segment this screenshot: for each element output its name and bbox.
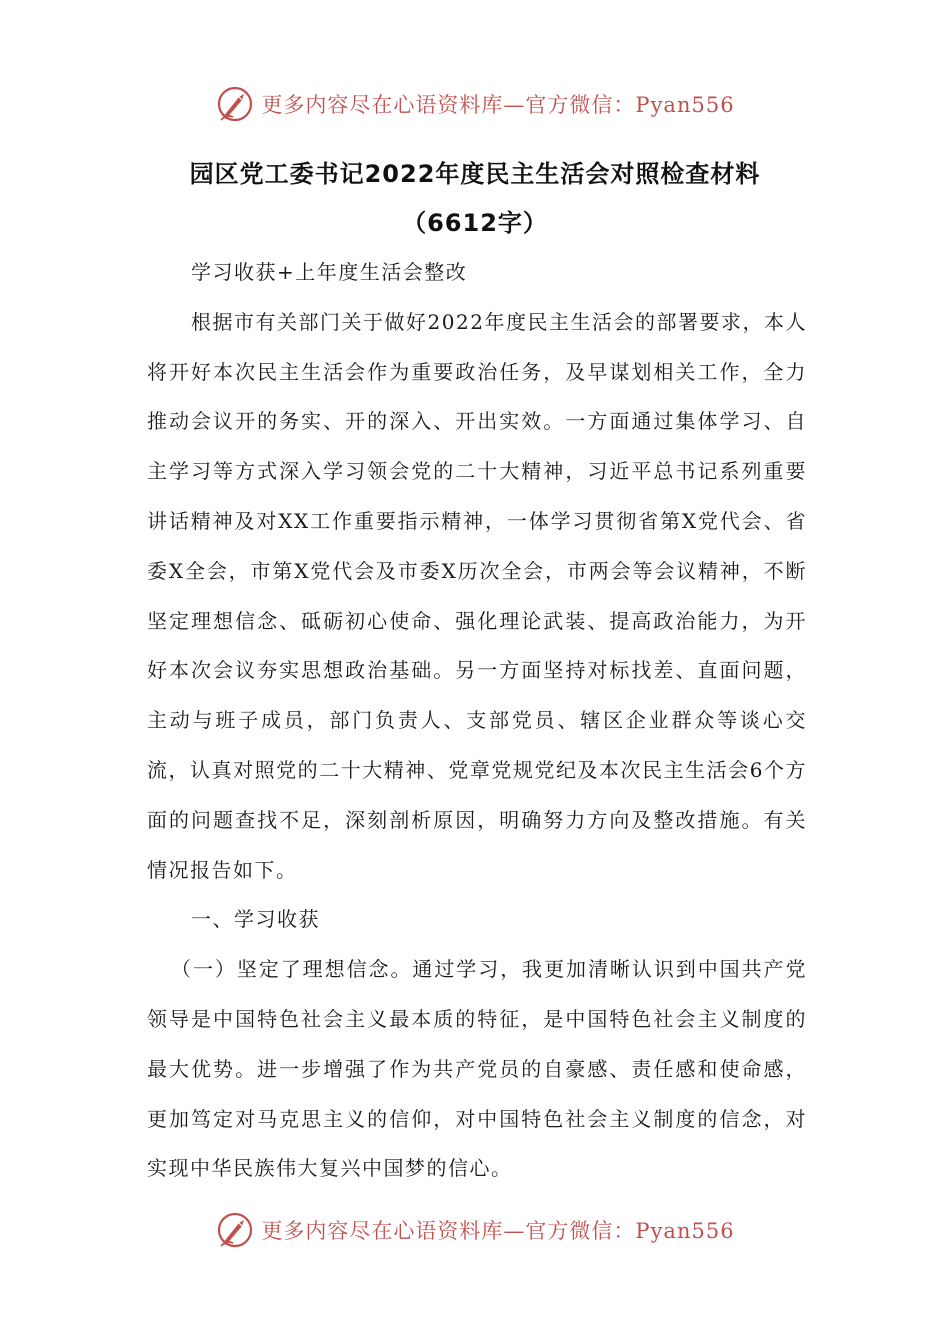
watermark-banner-bottom xyxy=(0,1208,950,1252)
pen-logo-icon xyxy=(215,84,255,124)
document-body xyxy=(147,248,807,1194)
watermark-text: 更多内容尽在心语资料库—官方微信：Pyan556 xyxy=(261,1219,735,1243)
document-word-count: （6612字） xyxy=(402,209,548,237)
body-paragraph: 根据市有关部门关于做好2022年度民主生活会的部署要求，本人将开好本次民主生活会作为重要政治任务，及早谋划相关工作，全力推动会议开的务实、开的深入、开出实效。一方面通过集体学习、自主学习等方式深入学习领会党的二十大精神，习近平总书记系列重要讲话精神及对XX工作重要指示精神，一体学习贯彻省第X党代会、省委X全会，市第X党代会及市委X历次全会，市两会等会议精神，不断坚定理想信念、砥砺初心使命、强化理论武装、提高政治能力，为开好本次会议夯实思想政治基础。另一方面坚持对标找差、直面问题，主动与班子成员，部门负责人、支部党员、辖区企业群众等谈心交流，认真对照党的二十大精神、党章党规党纪及本次民主生活会6个方面的问题查找不足，深刻剖析原因，明确努力方向及整改措施。有关情况报告如下。 xyxy=(147,309,807,882)
watermark-banner-top xyxy=(0,82,950,126)
watermark-text: 更多内容尽在心语资料库—官方微信：Pyan556 xyxy=(261,93,735,117)
document-title: 园区党工委书记2022年度民主生活会对照检查材料 xyxy=(189,160,761,188)
body-paragraph: （一）坚定了理想信念。通过学习，我更加清晰认识到中国共产党领导是中国特色社会主义最本质的特征，是中国特色社会主义制度的最大优势。进一步增强了作为共产党员的自豪感、责任感和使命感，更加笃定对马克思主义的信仰，对中国特色社会主义制度的信念，对实现中华民族伟大复兴中国梦的信心。 xyxy=(147,957,807,1181)
pen-logo-icon xyxy=(215,1210,255,1250)
subtitle-paragraph: 学习收获+上年度生活会整改 xyxy=(191,260,468,284)
section-heading: 一、学习收获 xyxy=(191,907,320,932)
